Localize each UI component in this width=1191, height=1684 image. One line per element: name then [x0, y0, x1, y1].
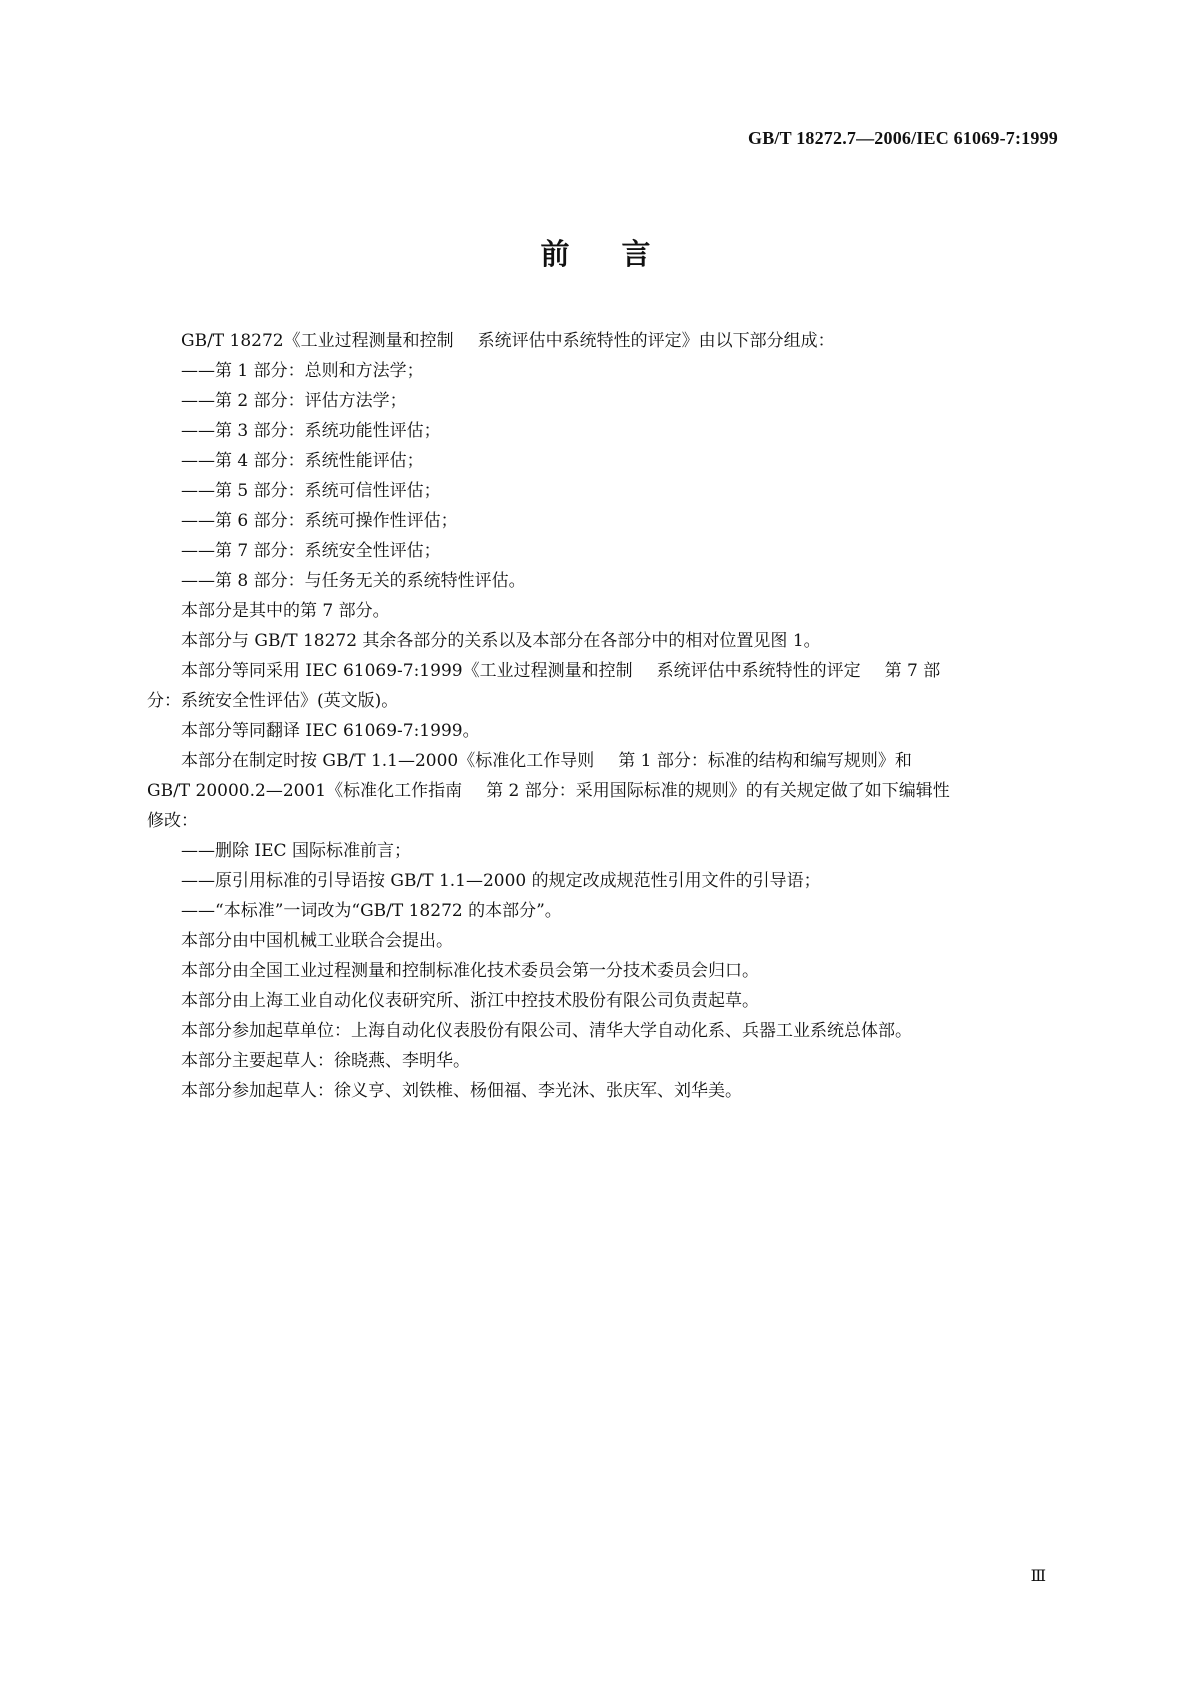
responsibility-statement: 本部分由中国机械工业联合会提出。	[181, 931, 453, 951]
relationship-statement: 本部分与 GB/T 18272 其余各部分的关系以及本部分在各部分中的相对位置见图 1。	[181, 631, 821, 651]
drafting-text-2: 第 1 部分：标准的结构和编写规则》和	[618, 751, 912, 771]
edit-item: ——“本标准”一词改为“GB/T 18272 的本部分”。	[181, 901, 562, 921]
part-item: ——第 1 部分：总则和方法学；	[181, 361, 424, 381]
responsibility-statement: 本部分参加起草单位：上海自动化仪表股份有限公司、清华大学自动化系、兵器工业系统总体部。	[181, 1021, 912, 1041]
drafting-text-4: 第 2 部分：采用国际标准的规则》的有关规定做了如下编辑性	[486, 781, 950, 801]
drafting-statement-line-1	[147, 746, 1061, 776]
part-item: ——第 3 部分：系统功能性评估；	[181, 421, 441, 441]
adoption-statement-line-1	[147, 656, 1061, 686]
edit-item: ——原引用标准的引导语按 GB/T 1.1—2000 的规定改成规范性引用文件的引导语；	[181, 871, 821, 891]
part-item: ——第 2 部分：评估方法学；	[181, 391, 407, 411]
intro-prefix: GB/T 18272《工业过程测量和控制	[181, 331, 454, 351]
part-item: ——第 5 部分：系统可信性评估；	[181, 481, 441, 501]
responsibility-statement: 本部分主要起草人：徐晓燕、李明华。	[181, 1051, 470, 1071]
adoption-statement-line-2: 分：系统安全性评估》(英文版)。	[147, 691, 399, 711]
drafting-text-3: GB/T 20000.2—2001《标准化工作指南	[147, 781, 463, 801]
part-item: ——第 7 部分：系统安全性评估；	[181, 541, 441, 561]
part-item: ——第 4 部分：系统性能评估；	[181, 451, 424, 471]
drafting-statement-line-3: 修改：	[147, 811, 198, 831]
page-number: Ⅲ	[1030, 1568, 1046, 1585]
intro-suffix: 系统评估中系统特性的评定》由以下部分组成：	[477, 331, 835, 351]
edit-item: ——删除 IEC 国际标准前言；	[181, 841, 411, 861]
standard-code: GB/T 18272.7—2006/IEC 61069-7:1999	[748, 128, 1058, 148]
responsibility-statement: 本部分由上海工业自动化仪表研究所、浙江中控技术股份有限公司负责起草。	[181, 991, 759, 1011]
intro-paragraph	[147, 326, 1061, 356]
current-part-statement: 本部分是其中的第 7 部分。	[181, 601, 390, 621]
adoption-text-1: 本部分等同采用 IEC 61069-7:1999《工业过程测量和控制	[181, 661, 633, 681]
part-item: ——第 8 部分：与任务无关的系统特性评估。	[181, 571, 526, 591]
adoption-text-2: 系统评估中系统特性的评定	[656, 661, 861, 681]
drafting-text-1: 本部分在制定时按 GB/T 1.1—2000《标准化工作导则	[181, 751, 595, 771]
adoption-text-3: 第 7 部	[884, 661, 941, 681]
page-title: 前言	[540, 237, 703, 271]
foreword-body	[147, 326, 1061, 1106]
responsibility-statement: 本部分由全国工业过程测量和控制标准化技术委员会第一分技术委员会归口。	[181, 961, 759, 981]
responsibility-statement: 本部分参加起草人：徐义亨、刘铁椎、杨佃福、李光沐、张庆军、刘华美。	[181, 1081, 742, 1101]
part-item: ——第 6 部分：系统可操作性评估；	[181, 511, 458, 531]
translation-statement: 本部分等同翻译 IEC 61069-7:1999。	[181, 721, 480, 741]
drafting-statement-line-2	[147, 776, 1061, 806]
